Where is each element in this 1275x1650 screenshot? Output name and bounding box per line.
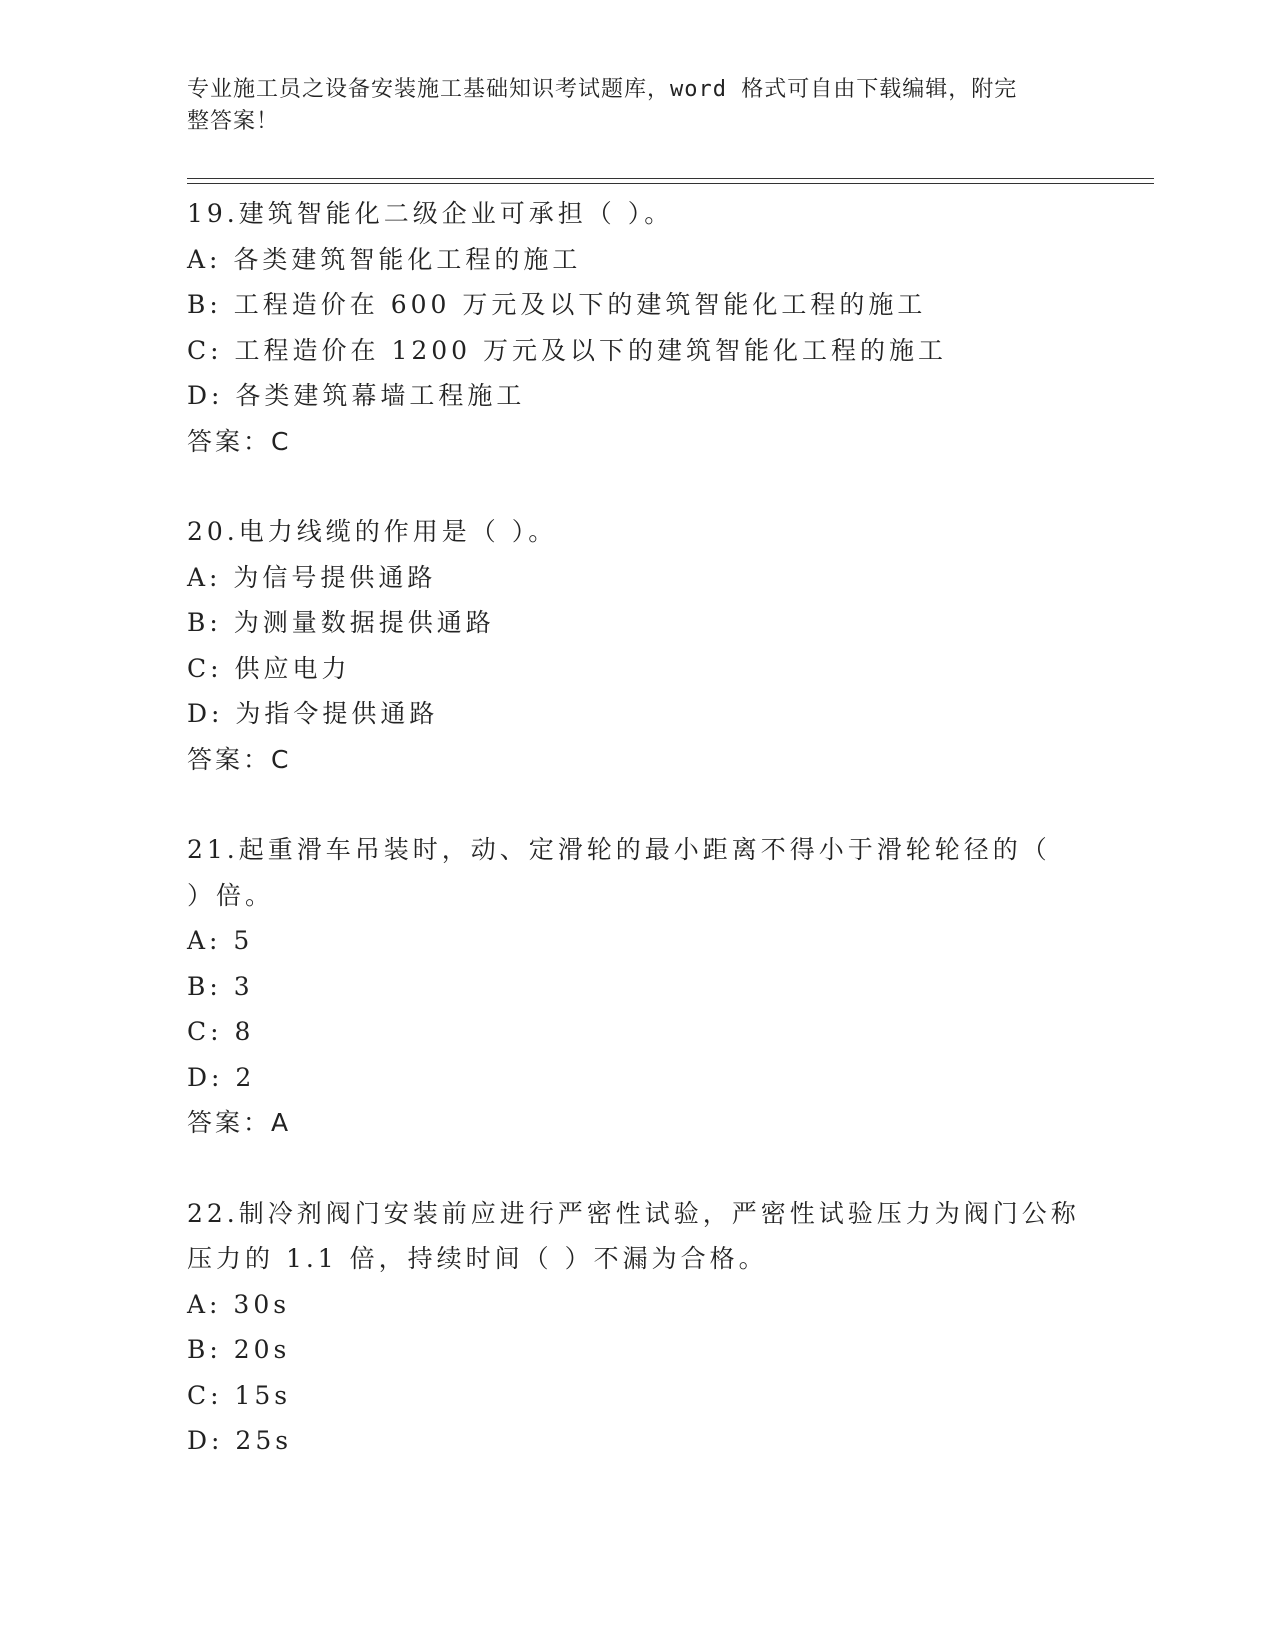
question-list: [187, 191, 1087, 1464]
question-stem: 20.电力线缆的作用是（ ）。: [187, 517, 558, 546]
option-d: D: 25s: [187, 1426, 293, 1455]
option-b: B: 工程造价在 600 万元及以下的建筑智能化工程的施工: [187, 290, 927, 319]
question-spacer: [187, 464, 1087, 509]
option-a: A: 为信号提供通路: [187, 562, 437, 592]
question-stem-line-1: 21.起重滑车吊装时，动、定滑轮的最小距离不得小于滑轮轮径的（: [187, 835, 1051, 864]
option-a: A: 5: [187, 926, 254, 955]
question-stem-line-2: 压力的 1.1 倍，持续时间（ ）不漏为合格。: [187, 1244, 768, 1273]
question-22: [187, 1191, 1087, 1464]
question-stem-line-2: ）倍。: [187, 880, 275, 910]
option-a: A: 30s: [187, 1289, 291, 1319]
question-spacer: [187, 782, 1087, 827]
option-b: B: 3: [187, 971, 254, 1001]
option-c: C: 供应电力: [187, 653, 351, 683]
option-c: C: 工程造价在 1200 万元及以下的建筑智能化工程的施工: [187, 335, 948, 365]
option-d: D: 2: [187, 1062, 256, 1092]
question-spacer: [187, 1146, 1087, 1191]
question-19: [187, 191, 1087, 464]
option-b: B: 20s: [187, 1335, 291, 1364]
question-20: [187, 509, 1087, 782]
header-divider-bottom: [187, 183, 1154, 184]
header-line-1: 专业施工员之设备安装施工基础知识考试题库，word 格式可自由下载编辑，附完: [187, 77, 1018, 102]
answer-line: 答案：C: [187, 744, 292, 774]
answer-line: 答案：A: [187, 1108, 292, 1137]
option-d: D: 各类建筑幕墙工程施工: [187, 381, 526, 410]
header-divider-top: [187, 178, 1154, 179]
option-c: C: 8: [187, 1017, 255, 1046]
question-stem-line-1: 22.制冷剂阀门安装前应进行严密性试验，严密性试验压力为阀门公称: [187, 1198, 1080, 1228]
option-d: D: 为指令提供通路: [187, 699, 439, 728]
answer-line: 答案：C: [187, 426, 292, 456]
document-header: [187, 74, 1087, 138]
question-stem: 19.建筑智能化二级企业可承担（ ）。: [187, 199, 674, 228]
option-c: C: 15s: [187, 1380, 292, 1410]
option-b: B: 为测量数据提供通路: [187, 608, 495, 637]
option-a: A: 各类建筑智能化工程的施工: [187, 244, 582, 274]
header-line-2: 整答案！: [187, 109, 280, 134]
question-21: [187, 827, 1087, 1146]
